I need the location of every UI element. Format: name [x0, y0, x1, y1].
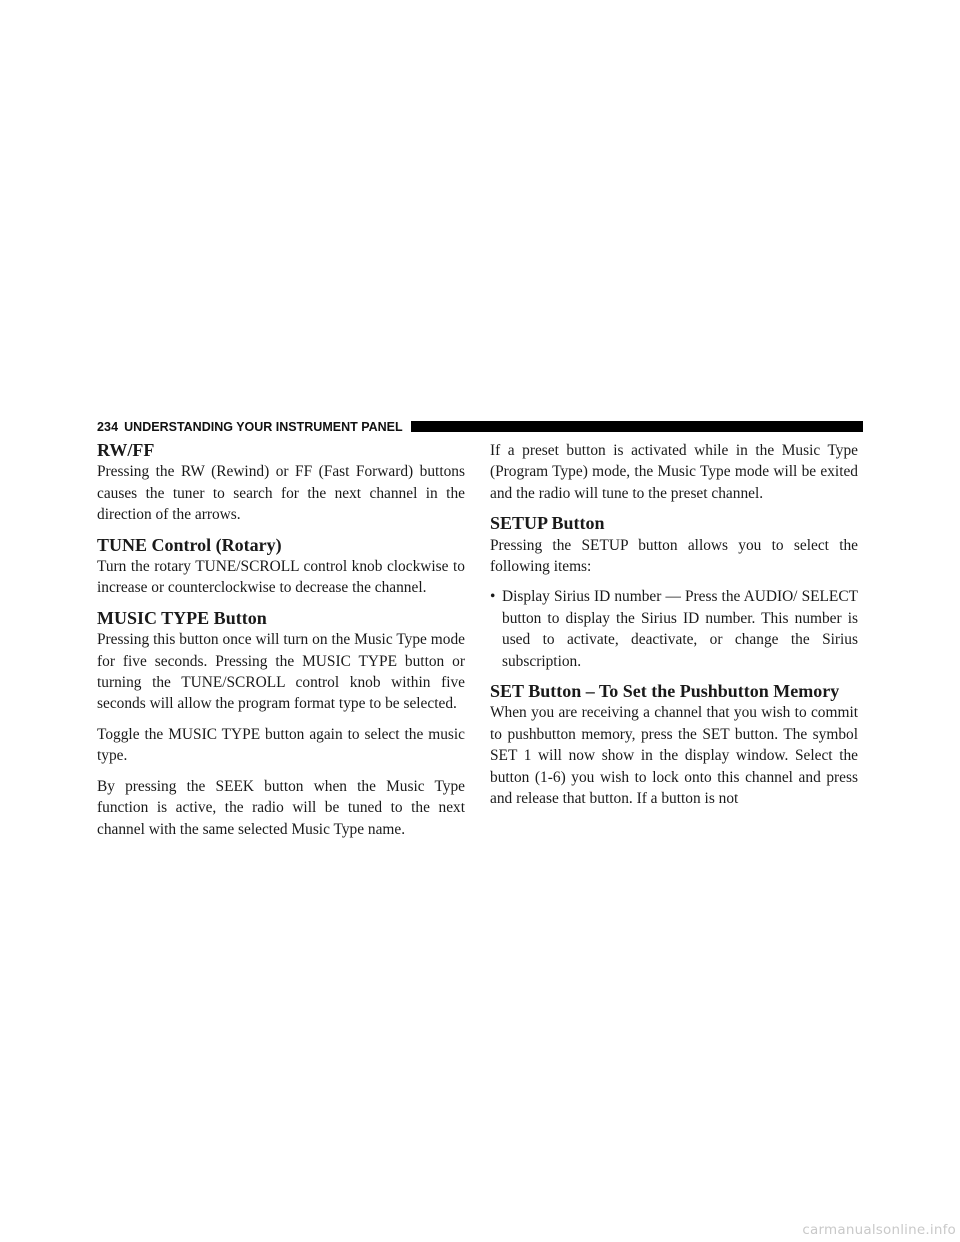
page-number: 234 — [97, 420, 119, 434]
header-rule — [411, 421, 863, 432]
right-column — [490, 440, 858, 810]
bullet-icon: • — [490, 588, 496, 606]
seek-paragraph: By pressing the SEEK button when the Music Type function is active, the radio will be tuned to the next channel with the same selected Music Type name. — [97, 777, 465, 838]
rwff-heading: RW/FF — [97, 440, 155, 460]
rwff-paragraph: Pressing the RW (Rewind) or FF (Fast Forward) buttons causes the tuner to search for the next channel in the direction of the arrows. — [97, 463, 465, 524]
set-button-paragraph: When you are receiving a channel that you wish to commit to pushbutton memory, press the SET button. The symbol SET 1 will now show in the display window. Select the button (1-6) you wish to lock onto this channel and press and release that button. If a button is not — [490, 704, 858, 808]
bullet-text: Display Sirius ID number — Press the AUDIO/ SELECT button to display the Sirius ID number. This number is used to activate, deactivate, or change the Sirius subscription. — [502, 588, 858, 670]
tune-paragraph: Turn the rotary TUNE/SCROLL control knob clockwise to increase or counterclockwise to decrease the channel. — [97, 558, 465, 597]
bullet-item-sirius-id — [490, 586, 858, 672]
music-type-paragraph: Pressing this button once will turn on the Music Type mode for five seconds. Pressing the MUSIC TYPE button or turning the TUNE/SCROLL control knob within five seconds will allow the program format type to be selected. — [97, 631, 465, 713]
watermark: carmanualsonline.info — [802, 1222, 956, 1238]
music-type-heading: MUSIC TYPE Button — [97, 607, 267, 628]
setup-paragraph: Pressing the SETUP button allows you to select the following items: — [490, 536, 858, 576]
toggle-paragraph: Toggle the MUSIC TYPE button again to select the music type. — [97, 725, 465, 765]
left-column — [97, 440, 465, 840]
setup-heading: SETUP Button — [490, 513, 605, 534]
tune-heading: TUNE Control (Rotary) — [97, 534, 282, 555]
page-header — [97, 415, 863, 439]
preset-paragraph: If a preset button is activated while in the Music Type (Program Type) mode, the Music Type mode will be exited and the radio will tune to the preset channel. — [490, 442, 858, 502]
section-title: UNDERSTANDING YOUR INSTRUMENT PANEL — [124, 420, 403, 434]
set-button-heading: SET Button – To Set the Pushbutton Memory — [490, 681, 840, 702]
